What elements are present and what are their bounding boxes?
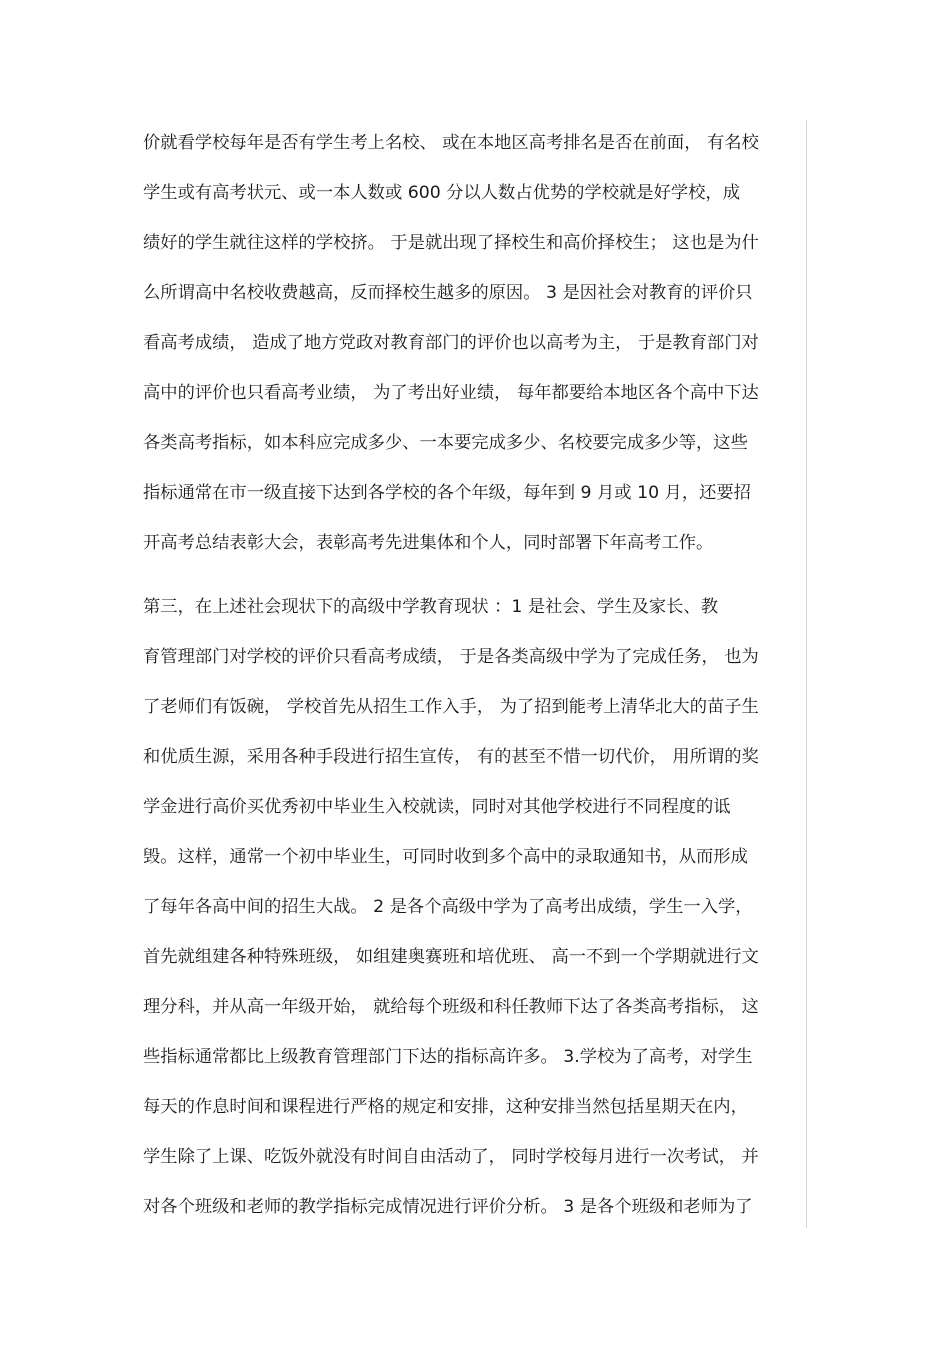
text-line: 理分科，并从高一年级开始， 就给每个班级和科任教师下达了各类高考指标， 这: [143, 997, 759, 1017]
text-line: 开高考总结表彰大会，表彰高考先进集体和个人，同时部署下年高考工作。: [143, 533, 714, 553]
text-line: 毁。这样，通常一个初中毕业生，可同时收到多个高中的录取通知书，从而形成: [143, 847, 748, 867]
text-line: 高中的评价也只看高考业绩， 为了考出好业绩， 每年都要给本地区各个高中下达: [143, 383, 759, 403]
text-line: 学生除了上课、吃饭外就没有时间自由活动了， 同时学校每月进行一次考试， 并: [143, 1147, 759, 1167]
text-line: 指标通常在市一级直接下达到各学校的各个年级，每年到 9 月或 10 月，还要招: [143, 483, 751, 503]
paragraph-spacer: [143, 568, 803, 582]
text-line: 绩好的学生就往这样的学校挤。 于是就出现了择校生和高价择校生； 这也是为什: [143, 233, 759, 253]
paragraph-1: [143, 118, 803, 568]
text-line: 学金进行高价买优秀初中毕业生入校就读，同时对其他学校进行不同程度的诋: [143, 797, 731, 817]
document-body: [143, 118, 803, 1232]
text-line: 各类高考指标，如本科应完成多少、一本要完成多少、名校要完成多少等，这些: [143, 433, 748, 453]
text-line: 些指标通常都比上级教育管理部门下达的指标高许多。 3.学校为了高考，对学生: [143, 1047, 753, 1067]
text-line: 了每年各高中间的招生大战。 2 是各个高级中学为了高考出成绩，学生一入学，: [143, 897, 753, 917]
text-line: 价就看学校每年是否有学生考上名校、 或在本地区高考排名是否在前面， 有名校: [143, 133, 759, 153]
page-margin-rule: [806, 120, 807, 1228]
text-line: 首先就组建各种特殊班级， 如组建奥赛班和培优班、 高一不到一个学期就进行文: [143, 947, 759, 967]
text-line: 看高考成绩， 造成了地方党政对教育部门的评价也以高考为主， 于是教育部门对: [143, 333, 759, 353]
text-line: 每天的作息时间和课程进行严格的规定和安排，这种安排当然包括星期天在内，: [143, 1097, 748, 1117]
text-line: 么所谓高中名校收费越高，反而择校生越多的原因。 3 是因社会对教育的评价只: [143, 283, 753, 303]
text-line: 对各个班级和老师的教学指标完成情况进行评价分析。 3 是各个班级和老师为了: [143, 1197, 753, 1217]
text-line: 和优质生源，采用各种手段进行招生宣传， 有的甚至不惜一切代价， 用所谓的奖: [143, 747, 759, 767]
text-line: 第三，在上述社会现状下的高级中学教育现状 ：1 是社会、学生及家长、教: [143, 597, 718, 617]
text-line: 育管理部门对学校的评价只看高考成绩， 于是各类高级中学为了完成任务， 也为: [143, 647, 759, 667]
paragraph-2: [143, 582, 803, 1232]
text-line: 了老师们有饭碗， 学校首先从招生工作入手， 为了招到能考上清华北大的苗子生: [143, 697, 759, 717]
text-line: 学生或有高考状元、或一本人数或 600 分以人数占优势的学校就是好学校，成: [143, 183, 740, 203]
